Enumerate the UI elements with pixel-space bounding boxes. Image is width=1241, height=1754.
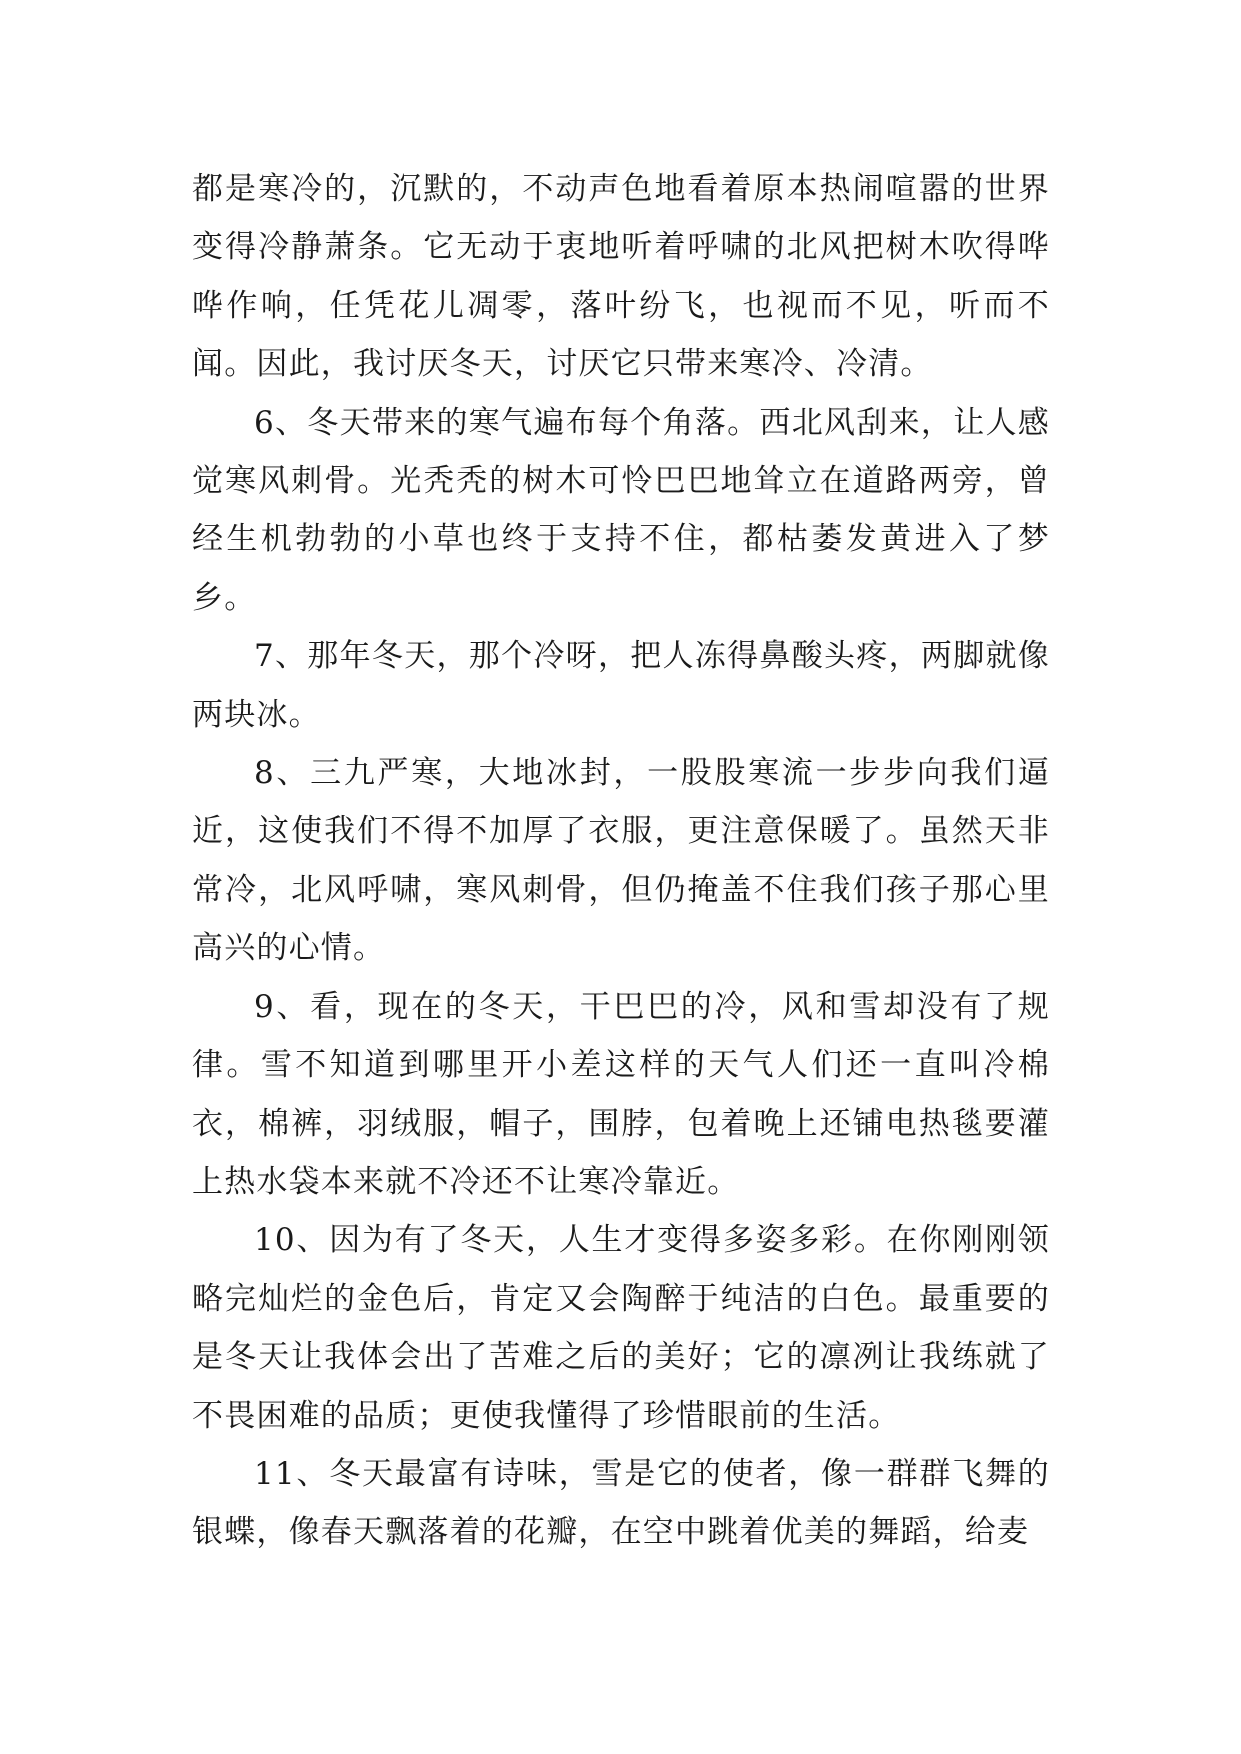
paragraph-continued: 都是寒冷的，沉默的，不动声色地看着原本热闹喧嚣的世界变得冷静萧条。它无动于衷地听着呼啸的北风把树木吹得哗哗作响，任凭花儿凋零，落叶纷飞，也视而不见，听而不闻。因此，我讨厌冬天，讨厌它只带来寒冷、冷清。 <box>192 171 1050 383</box>
paragraph-7: 7、那年冬天，那个冷呀，把人冻得鼻酸头疼，两脚就像两块冰。 <box>192 638 1050 733</box>
paragraph-11: 11、冬天最富有诗味，雪是它的使者，像一群群飞舞的银蝶，像春天飘落着的花瓣，在空中跳着优美的舞蹈，给麦 <box>192 1455 1050 1551</box>
paragraph-9: 9、看，现在的冬天，干巴巴的冷，风和雪却没有了规律。雪不知道到哪里开小差这样的天气人们还一直叫冷棉衣，棉裤，羽绒服，帽子，围脖，包着晚上还铺电热毯要灌上热水袋本来就不冷还不让寒冷靠近。 <box>192 988 1050 1200</box>
paragraph-8: 8、三九严寒，大地冰封，一股股寒流一步步向我们逼近，这使我们不得不加厚了衣服，更注意保暖了。虽然天非常冷，北风呼啸，寒风刺骨，但仍掩盖不住我们孩子那心里高兴的心情。 <box>192 755 1050 967</box>
paragraph-10: 10、因为有了冬天，人生才变得多姿多彩。在你刚刚领略完灿烂的金色后，肯定又会陶醉于纯洁的白色。最重要的是冬天让我体会出了苦难之后的美好；它的凛冽让我练就了不畏困难的品质；更使我懂得了珍惜眼前的生活。 <box>192 1222 1050 1434</box>
document-body <box>192 160 1050 1562</box>
paragraph-6: 6、冬天带来的寒气遍布每个角落。西北风刮来，让人感觉寒风刺骨。光秃秃的树木可怜巴巴地耸立在道路两旁，曾经生机勃勃的小草也终于支持不住，都枯萎发黄进入了梦乡。 <box>192 404 1050 616</box>
